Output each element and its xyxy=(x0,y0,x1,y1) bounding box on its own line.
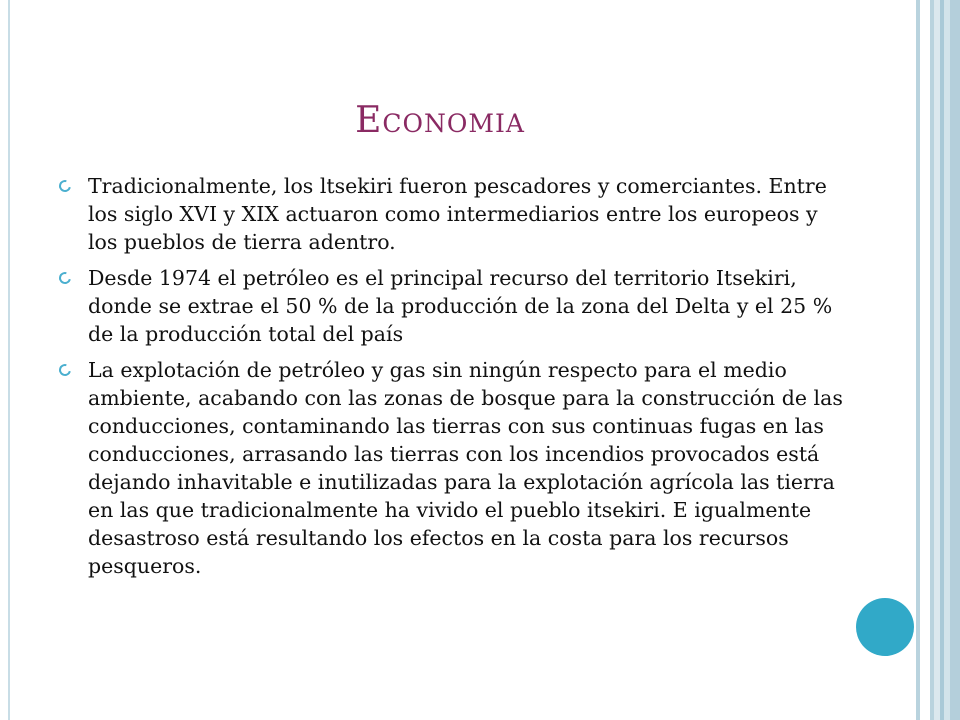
bullet-text: La explotación de petróleo y gas sin ningún respecto para el medio ambiente, acabando con las zonas de bosque para la construcción de las conducciones, contaminando las tierras con sus continuas fugas en las conducciones, arrasando las tierras con los incendios provocados está dejando inhavitable e inutilizadas para la explotación agrícola las tierra en las que tradicionalmente ha vivido el pueblo itsekiri. E igualmente desastroso está resultando los efectos en la costa para los recursos pesqueros. xyxy=(88,358,843,578)
bullet-item xyxy=(58,172,848,256)
slide-title: Economia xyxy=(355,100,525,141)
open-circle-bullet-icon xyxy=(57,270,73,286)
bullet-text: Desde 1974 el petróleo es el principal recurso del territorio Itsekiri, donde se extrae el 50 % de la producción de la zona del Delta y el 25 % de la producción total del país xyxy=(88,266,833,346)
decorative-stripes xyxy=(916,0,960,720)
bullet-item xyxy=(58,264,848,348)
bullet-text: Tradicionalmente, los ltsekiri fueron pescadores y comerciantes. Entre los siglo XVI y XIX actuaron como intermediarios entre los europeos y los pueblos de tierra adentro. xyxy=(88,174,827,254)
bullet-list xyxy=(58,172,848,588)
stripe xyxy=(920,0,930,720)
open-circle-bullet-icon xyxy=(57,362,73,378)
decorative-circle xyxy=(856,598,914,656)
stripe xyxy=(950,0,960,720)
open-circle-bullet-icon xyxy=(57,178,73,194)
bullet-item xyxy=(58,356,848,580)
